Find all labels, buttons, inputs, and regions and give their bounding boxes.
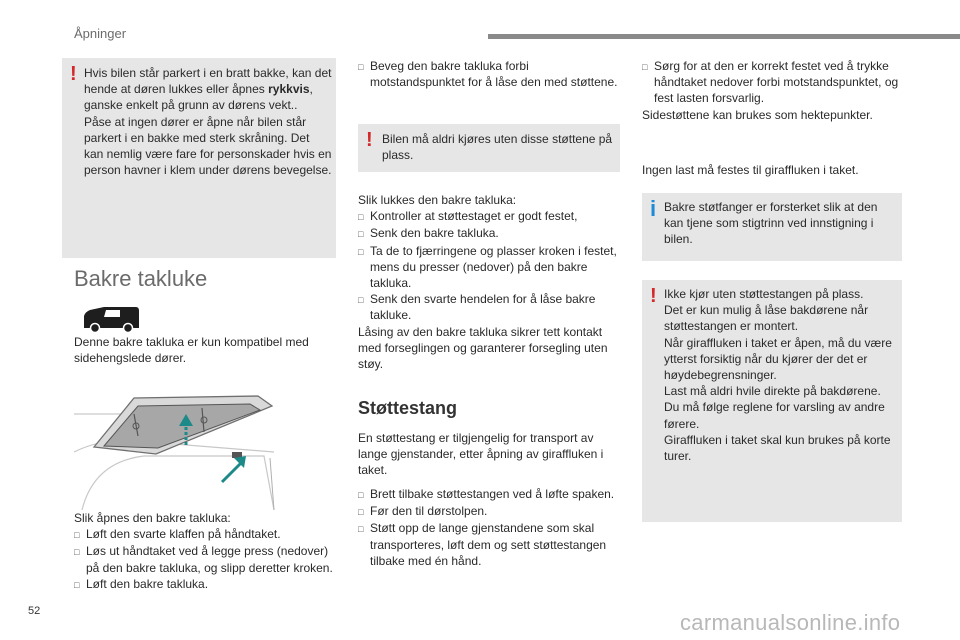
list-item: □ Før den til dørstolpen. <box>358 503 622 520</box>
heading-stottestang: Støttestang <box>358 398 457 418</box>
section-title: Åpninger <box>74 26 127 41</box>
checkbox-bullet-icon: □ <box>358 295 364 306</box>
list-item: □ Beveg den bakre takluka forbi motstandspunktet for å låse den med støttene. <box>358 59 618 90</box>
roof-hatch-illustration <box>74 392 280 512</box>
warning-text-hill: Hvis bilen står parkert i en bratt bakke, kan det hende at døren lukkes eller åpnes rykkvis, ganske enkelt på grunn av dørens vekt.. Påse at ingen dører er åpne når bilen står parkert i en bakke med sterk skråning. Det kan nemlig være fare for personskader hvis en person havner i klem under dørens bevegelse. <box>84 66 332 178</box>
checkbox-bullet-icon: □ <box>74 547 80 558</box>
list-item: □ Løs ut håndtaket ved å legge press (nedover) på den bakre takluka, og slipp deretter kroken. <box>74 544 333 575</box>
lock-step <box>358 58 622 90</box>
list-item: □ Støtt opp de lange gjenstandene som skal transporteres, løft dem og sett støttestangen tilbake med én hånd. <box>358 521 607 568</box>
stang-steps <box>358 486 622 569</box>
side-note: Sidestøttene kan brukes som hektepunkter. <box>642 107 873 122</box>
info-text-bumper: Bakre støtfanger er forsterket slik at den kan tjene som stigtrinn ved innstigning i bilen. <box>664 200 878 247</box>
fasten-step <box>642 58 906 123</box>
list-item: □ Løft den svarte klaffen på håndtaket. <box>74 526 336 543</box>
exclamation-icon: ! <box>366 129 373 151</box>
info-icon: i <box>650 196 657 221</box>
checkbox-bullet-icon: □ <box>358 229 364 240</box>
checkbox-bullet-icon: □ <box>74 530 80 541</box>
warning-text-rod: Ikke kjør uten støttestangen på plass. Det er kun mulig å låse bakdørene når støttestangen er montert. Når giraffluken i taket er åpen, må du være ytterst forsiktig når du kjører der det er høydebegrensninger. Last må aldri hvile direkte på bakdørene. Du må følge reglene for varsling av andre førere. Giraffluken i taket skal kun brukes på korte turer. <box>664 287 892 464</box>
intro-text: Denne bakre takluka er kun kompatibel med sidehengslede dører. <box>74 335 309 366</box>
list-item: □ Senk den svarte hendelen for å låse bakre takluke. <box>358 292 596 323</box>
van-icon <box>80 304 142 334</box>
checkbox-bullet-icon: □ <box>358 62 364 72</box>
list-item: □ Brett tilbake støttestangen ved å løfte spaken. <box>358 486 622 503</box>
close-instructions <box>358 192 622 372</box>
exclamation-icon: ! <box>70 63 77 85</box>
list-item: □ Kontroller at støttestaget er godt festet, <box>358 208 622 225</box>
open-instructions <box>74 510 336 593</box>
close-note: Låsing av den bakre takluka sikrer tett kontakt med forseglingen og garanterer forsegling uten støy. <box>358 324 608 372</box>
open-intro: Slik åpnes den bakre takluka: <box>74 511 231 525</box>
checkbox-bullet-icon: □ <box>358 490 364 500</box>
list-item: □ Løft den bakre takluka. <box>74 576 336 593</box>
page-number: 52 <box>28 605 41 617</box>
header-bar <box>488 34 960 39</box>
list-item: □ Ta de to fjærringene og plasser kroken i festet, mens du presser (nedover) på den bakre takluka. <box>358 243 617 291</box>
checkbox-bullet-icon: □ <box>358 246 364 257</box>
checkbox-bullet-icon: □ <box>642 62 648 72</box>
checkbox-bullet-icon: □ <box>74 579 80 590</box>
checkbox-bullet-icon: □ <box>358 507 364 518</box>
list-item: □ Senk den bakre takluka. <box>358 225 622 242</box>
close-intro: Slik lukkes den bakre takluka: <box>358 193 517 207</box>
list-item: □ Sørg for at den er korrekt festet ved å trykke håndtaket nedover forbi motstandspunktet, og fest lasten forsvarlig. <box>642 59 899 106</box>
stang-intro: En støttestang er tilgjengelig for transport av lange gjenstander, etter åpning av giraffluken i taket. <box>358 431 604 478</box>
checkbox-bullet-icon: □ <box>358 524 364 535</box>
watermark: carmanualsonline.info <box>680 610 901 635</box>
checkbox-bullet-icon: □ <box>358 212 364 223</box>
no-load-note: Ingen last må festes til giraffluken i taket. <box>642 163 859 177</box>
heading-bakre-takluke: Bakre takluke <box>74 266 208 291</box>
exclamation-icon: ! <box>650 285 657 307</box>
warning-text-supports: Bilen må aldri kjøres uten disse støttene på plass. <box>382 132 613 163</box>
